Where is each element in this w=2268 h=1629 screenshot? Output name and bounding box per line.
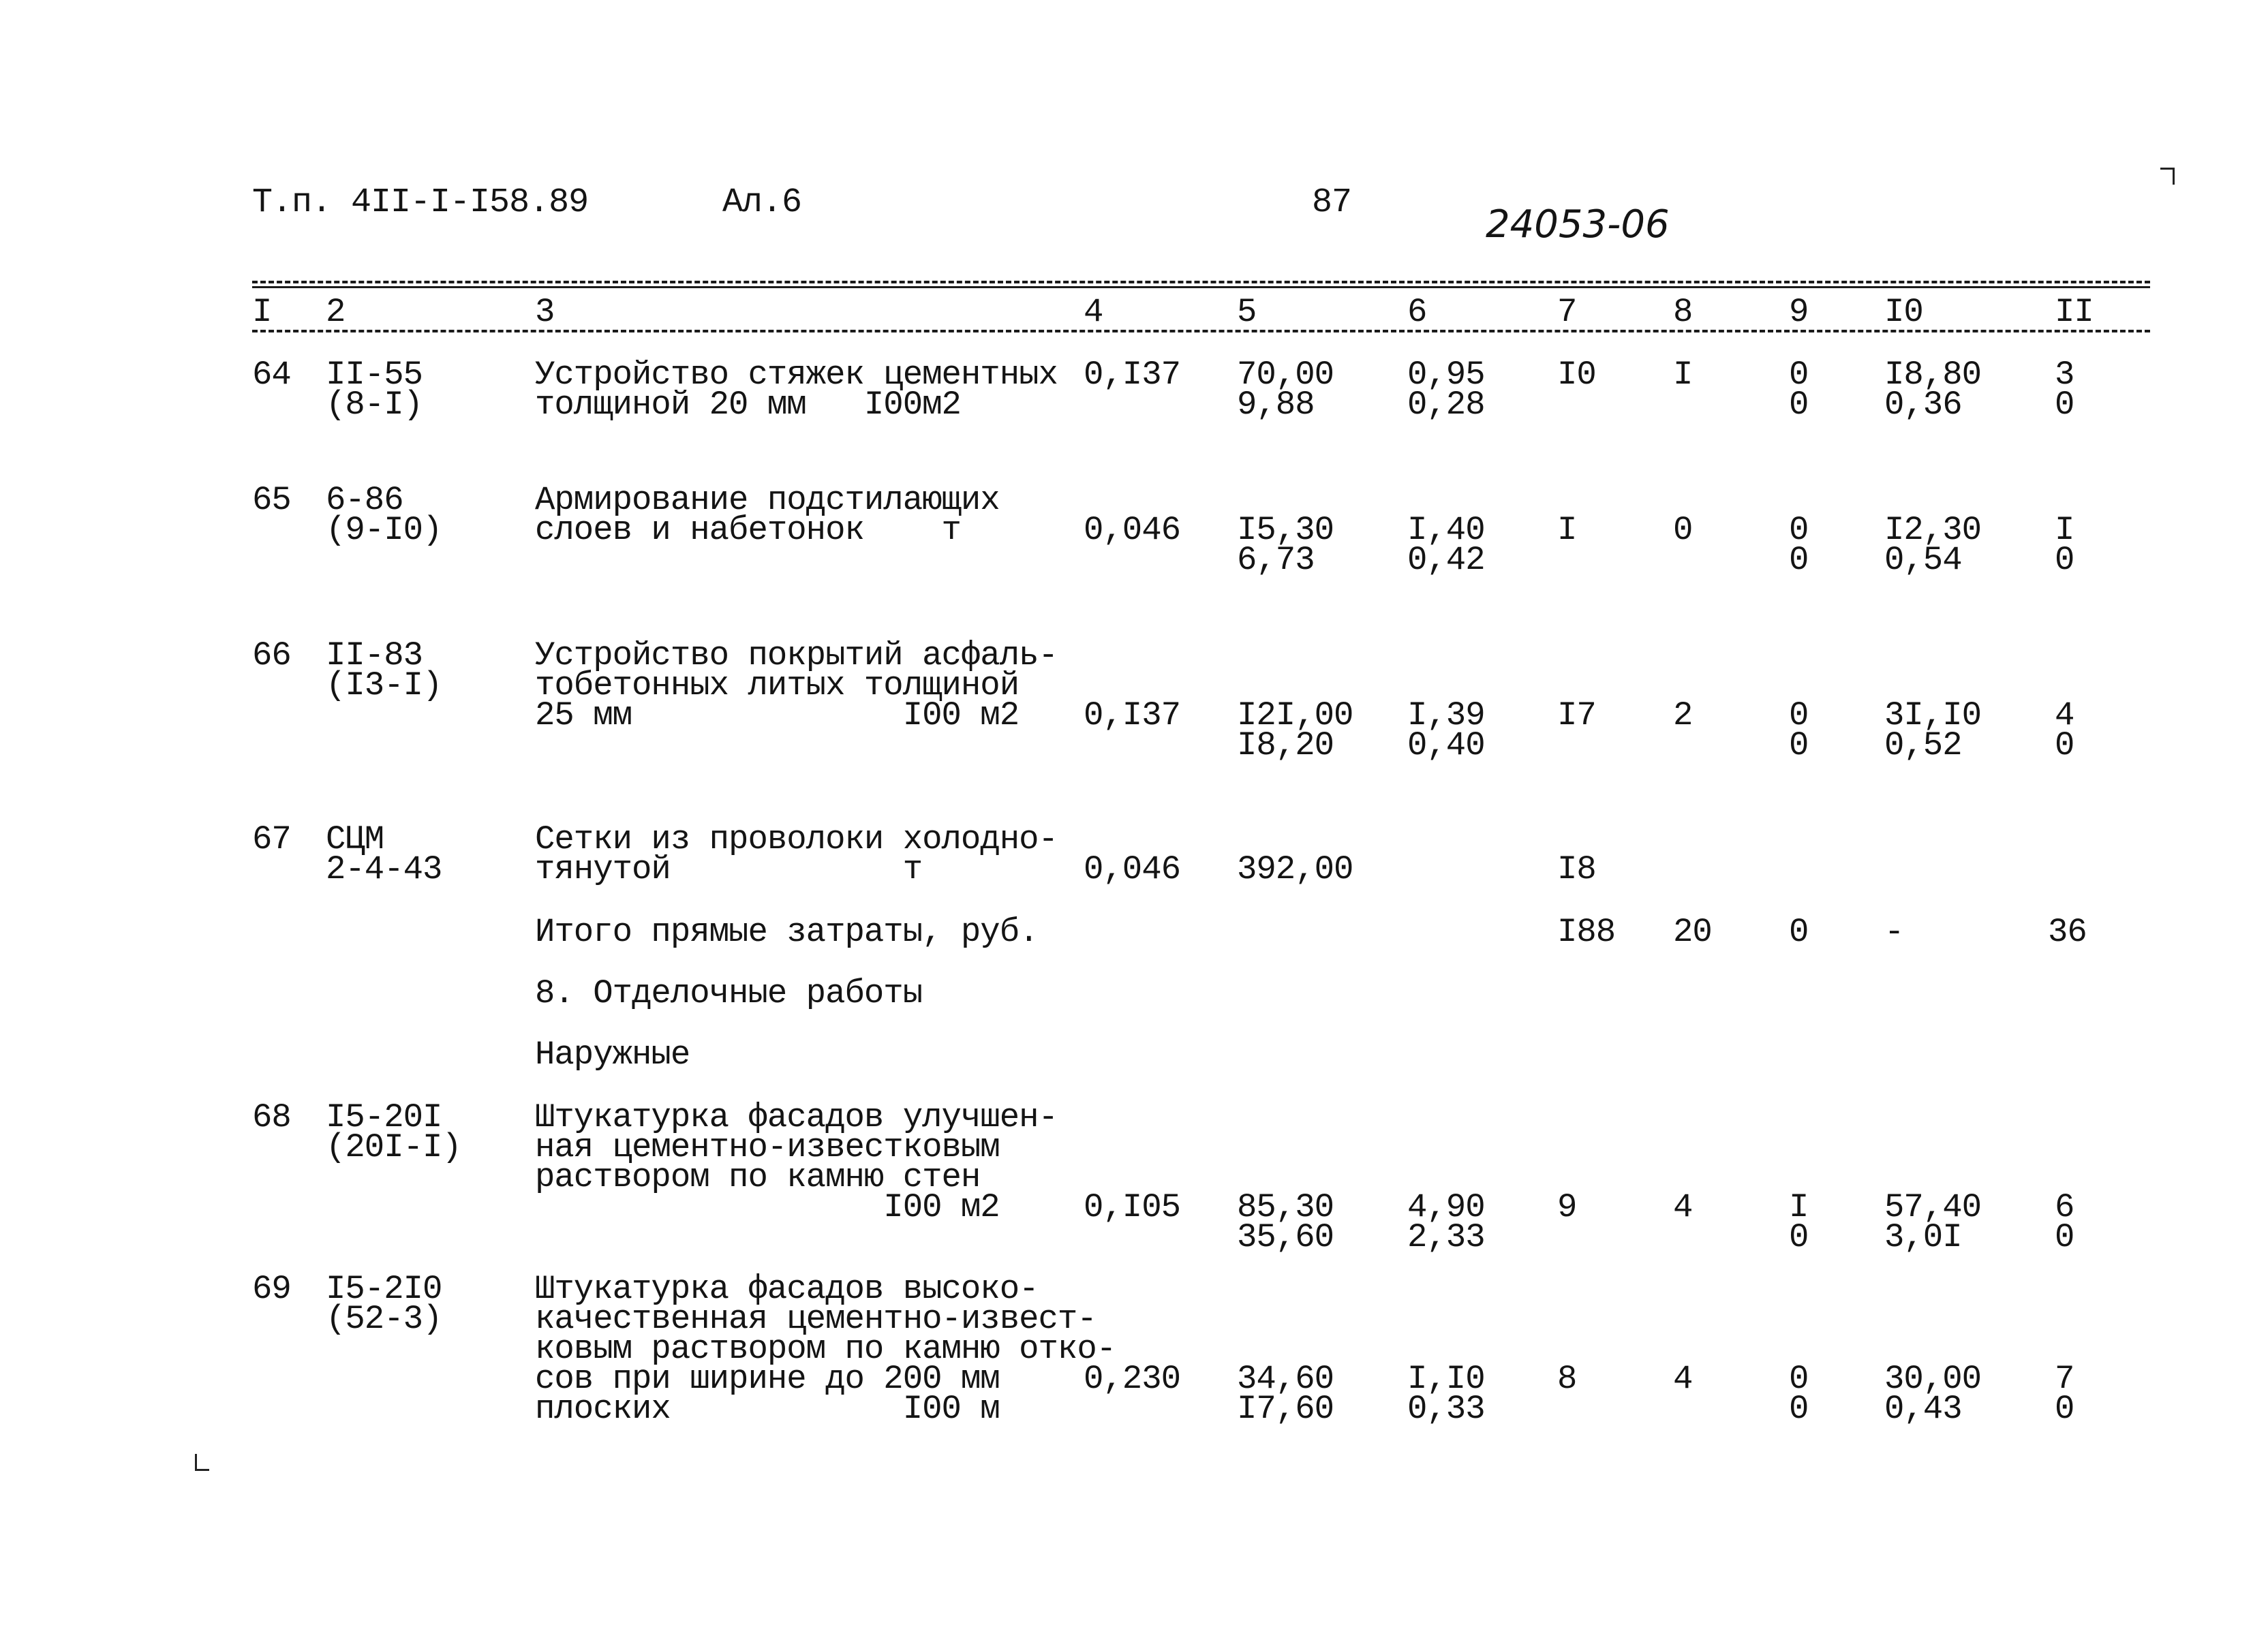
col-9-value: 0 xyxy=(1789,511,1809,549)
total-cost: I8 xyxy=(1557,850,1596,888)
norm-code: 2-4-43 xyxy=(326,850,442,888)
col-11-value: 0 xyxy=(2055,386,2074,424)
row-number: 66 xyxy=(252,636,291,674)
total-col-9: 0 xyxy=(1789,913,1809,951)
column-header-3: 3 xyxy=(535,293,555,331)
row-number: 69 xyxy=(252,1270,291,1308)
col-11-value: 0 xyxy=(2055,1218,2074,1256)
col-9-value: 0 xyxy=(1789,1218,1809,1256)
col-11-value: 4 xyxy=(2055,696,2074,734)
work-description: Сетки из проволоки холодно- xyxy=(535,820,1058,858)
total-col-7: I88 xyxy=(1557,913,1616,951)
total-col-10: - xyxy=(1884,913,1904,951)
labor-cost: I,40 xyxy=(1407,511,1485,549)
work-description: ная цементно-известковым xyxy=(535,1128,1000,1166)
quantity: 0,046 xyxy=(1084,511,1181,549)
col-9-value: I xyxy=(1789,1188,1809,1226)
col-11-value: 3 xyxy=(2055,356,2074,394)
col-9-value: 0 xyxy=(1789,1360,1809,1398)
section-subtitle: Наружные xyxy=(535,1036,690,1074)
column-header-6: 6 xyxy=(1407,293,1427,331)
document-code: Т.п. 4II-I-I58.89 xyxy=(252,183,589,222)
unit-cost: 6,73 xyxy=(1237,541,1315,579)
column-header-10: I0 xyxy=(1884,293,1923,331)
labor-cost: 4,90 xyxy=(1407,1188,1485,1226)
column-header-11: II xyxy=(2055,293,2094,331)
work-description: Устройство покрытий асфаль- xyxy=(535,636,1058,674)
col-9-value: 0 xyxy=(1789,356,1809,394)
total-cost: I0 xyxy=(1557,356,1596,394)
col-10-value: I2,30 xyxy=(1884,511,1982,549)
album-label: Ал.6 xyxy=(722,183,802,222)
col-8-value: 4 xyxy=(1673,1360,1693,1398)
section-title: 8. Отделочные работы xyxy=(535,974,923,1012)
col-9-value: 0 xyxy=(1789,726,1809,764)
col-10-value: 3,0I xyxy=(1884,1218,1962,1256)
work-description: раствором по камню стен xyxy=(535,1158,981,1196)
work-description: ковым раствором по камню отко- xyxy=(535,1330,1116,1368)
unit-cost: 85,30 xyxy=(1237,1188,1334,1226)
work-description: I00 м2 xyxy=(535,1188,1000,1226)
total-label: Итого прямые затраты, руб. xyxy=(535,913,1039,951)
col-10-value: 0,54 xyxy=(1884,541,1962,579)
col-9-value: 0 xyxy=(1789,696,1809,734)
work-description: сов при ширине до 200 мм xyxy=(535,1360,1000,1398)
norm-code: СЦМ xyxy=(326,820,384,858)
work-description: Устройство стяжек цементных xyxy=(535,356,1058,394)
norm-code: (52-3) xyxy=(326,1300,442,1338)
col-10-value: 0,43 xyxy=(1884,1390,1962,1428)
norm-code: I5-20I xyxy=(326,1098,442,1136)
labor-cost: I,I0 xyxy=(1407,1360,1485,1398)
labor-cost: I,39 xyxy=(1407,696,1485,734)
norm-code: (I3-I) xyxy=(326,666,442,704)
quantity: 0,I05 xyxy=(1084,1188,1181,1226)
col-11-value: 0 xyxy=(2055,541,2074,579)
quantity: 0,I37 xyxy=(1084,696,1181,734)
col-10-value: I8,80 xyxy=(1884,356,1982,394)
total-col-11: 36 xyxy=(2048,913,2087,951)
col-10-value: 57,40 xyxy=(1884,1188,1982,1226)
col-10-value: 0,52 xyxy=(1884,726,1962,764)
total-col-8: 20 xyxy=(1673,913,1712,951)
unit-cost: 34,60 xyxy=(1237,1360,1334,1398)
handwritten-inventory-number: 24053-06 xyxy=(1486,202,1670,247)
col-11-value: I xyxy=(2055,511,2074,549)
norm-code: II-83 xyxy=(326,636,423,674)
labor-cost: 0,33 xyxy=(1407,1390,1485,1428)
work-description: толщиной 20 мм I00м2 xyxy=(535,386,961,424)
col-8-value: I xyxy=(1673,356,1693,394)
corner-mark-bottom-left xyxy=(195,1454,209,1471)
table-top-rule xyxy=(252,281,2150,283)
work-description: тобетонных литых толщиной xyxy=(535,666,1020,704)
total-cost: 9 xyxy=(1557,1188,1577,1226)
quantity: 0,I37 xyxy=(1084,356,1181,394)
col-10-value: 0,36 xyxy=(1884,386,1962,424)
work-description: плоских I00 м xyxy=(535,1390,1000,1428)
unit-cost: I8,20 xyxy=(1237,726,1334,764)
work-description: тянутой т xyxy=(535,850,923,888)
total-cost: 8 xyxy=(1557,1360,1577,1398)
row-number: 67 xyxy=(252,820,291,858)
col-8-value: 0 xyxy=(1673,511,1693,549)
column-header-2: 2 xyxy=(326,293,346,331)
work-description: слоев и набетонок т xyxy=(535,511,961,549)
total-cost: I xyxy=(1557,511,1577,549)
unit-cost: I7,60 xyxy=(1237,1390,1334,1428)
norm-code: I5-2I0 xyxy=(326,1270,442,1308)
col-8-value: 4 xyxy=(1673,1188,1693,1226)
col-10-value: 3I,I0 xyxy=(1884,696,1982,734)
page-number: 87 xyxy=(1312,183,1352,222)
row-number: 64 xyxy=(252,356,291,394)
col-10-value: 30,00 xyxy=(1884,1360,1982,1398)
norm-code: (20I-I) xyxy=(326,1128,461,1166)
work-description: 25 мм I00 м2 xyxy=(535,696,1020,734)
labor-cost: 2,33 xyxy=(1407,1218,1485,1256)
col-8-value: 2 xyxy=(1673,696,1693,734)
column-header-1: I xyxy=(252,293,272,331)
unit-cost: 392,00 xyxy=(1237,850,1353,888)
unit-cost: 35,60 xyxy=(1237,1218,1334,1256)
column-header-5: 5 xyxy=(1237,293,1257,331)
norm-code: 6-86 xyxy=(326,481,403,519)
column-header-4: 4 xyxy=(1084,293,1103,331)
col-9-value: 0 xyxy=(1789,386,1809,424)
unit-cost: 9,88 xyxy=(1237,386,1315,424)
unit-cost: I5,30 xyxy=(1237,511,1334,549)
work-description: Штукатурка фасадов улучшен- xyxy=(535,1098,1058,1136)
norm-code: II-55 xyxy=(326,356,423,394)
row-number: 65 xyxy=(252,481,291,519)
total-cost: I7 xyxy=(1557,696,1596,734)
work-description: качественная цементно-извест- xyxy=(535,1300,1097,1338)
labor-cost: 0,40 xyxy=(1407,726,1485,764)
quantity: 0,230 xyxy=(1084,1360,1181,1398)
col-9-value: 0 xyxy=(1789,1390,1809,1428)
norm-code: (9-I0) xyxy=(326,511,442,549)
column-header-7: 7 xyxy=(1557,293,1577,331)
labor-cost: 0,95 xyxy=(1407,356,1485,394)
labor-cost: 0,28 xyxy=(1407,386,1485,424)
work-description: Армирование подстилающих xyxy=(535,481,1000,519)
col-9-value: 0 xyxy=(1789,541,1809,579)
unit-cost: I2I,00 xyxy=(1237,696,1353,734)
column-header-8: 8 xyxy=(1673,293,1693,331)
col-11-value: 7 xyxy=(2055,1360,2074,1398)
table-top-rule-inner xyxy=(252,286,2150,288)
labor-cost: 0,42 xyxy=(1407,541,1485,579)
col-11-value: 0 xyxy=(2055,726,2074,764)
unit-cost: 70,00 xyxy=(1237,356,1334,394)
quantity: 0,046 xyxy=(1084,850,1181,888)
column-header-9: 9 xyxy=(1789,293,1809,331)
norm-code: (8-I) xyxy=(326,386,423,424)
row-number: 68 xyxy=(252,1098,291,1136)
col-11-value: 6 xyxy=(2055,1188,2074,1226)
corner-mark-top-right xyxy=(2160,168,2175,185)
col-11-value: 0 xyxy=(2055,1390,2074,1428)
work-description: Штукатурка фасадов высоко- xyxy=(535,1270,1039,1308)
